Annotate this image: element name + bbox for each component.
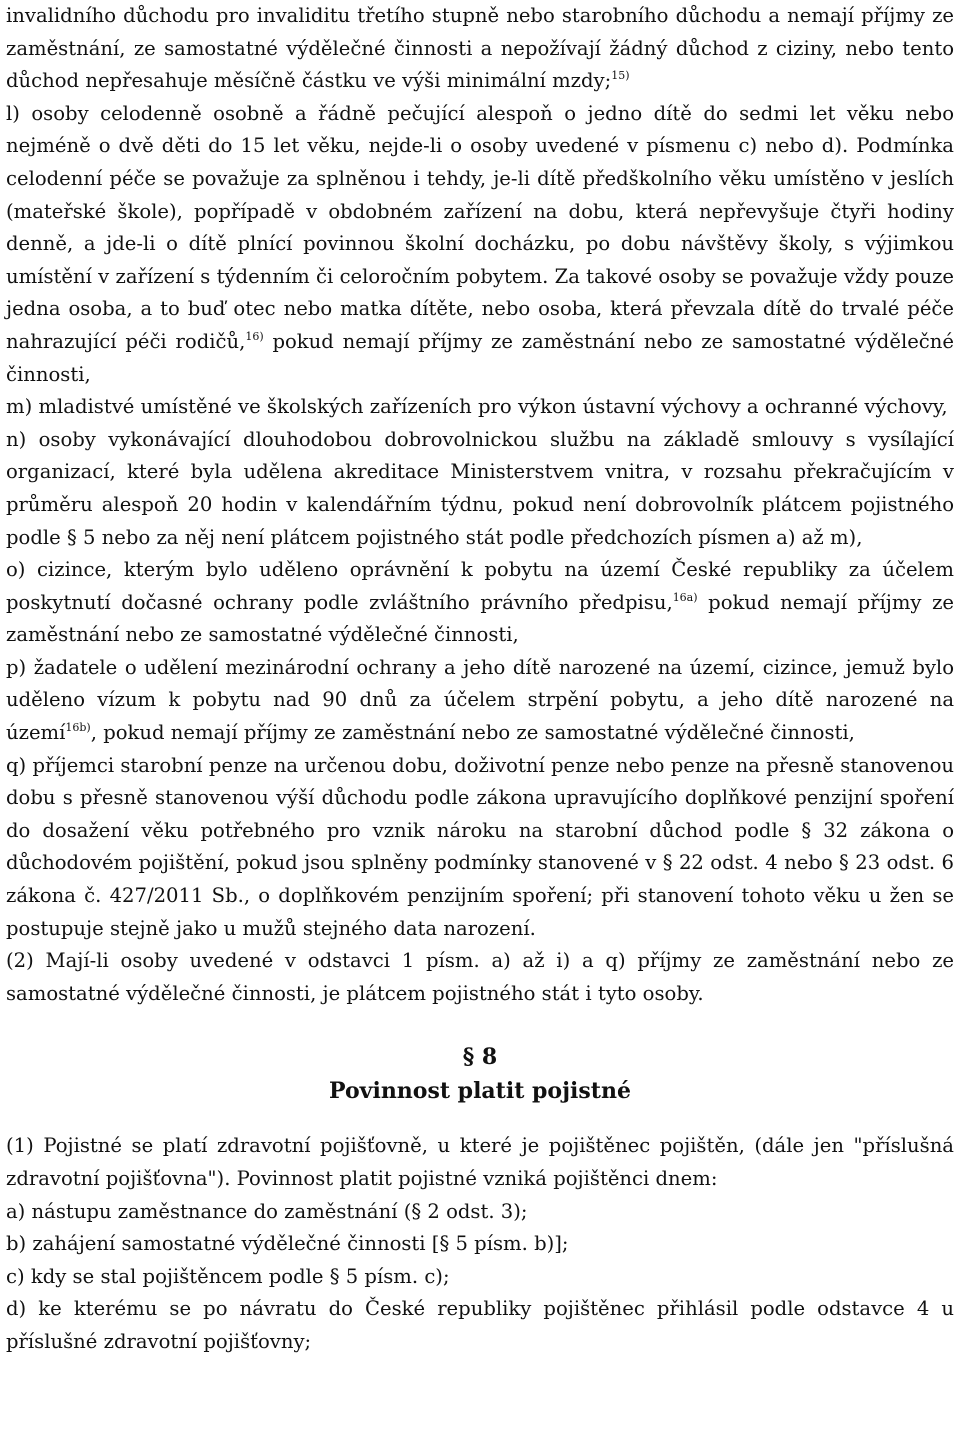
list-item-a: a) nástupu zaměstnance do zaměstnání (§ 2 odst. 3); — [6, 1199, 528, 1223]
top-text-block — [6, 0, 954, 1010]
section-number: § 8 — [462, 1044, 498, 1071]
section-heading — [6, 1040, 954, 1108]
paragraph-1: (1) Pojistné se platí zdravotní pojišťovně, u které je pojištěnec pojištěn, (dále jen "příslušná zdravotní pojišťovna"). Povinnost platit pojistné vzniká pojištěnci dnem: — [6, 1134, 954, 1190]
list-item-c: c) kdy se stal pojištěncem podle § 5 písm. c); — [6, 1264, 450, 1288]
paragraph-k-continuation: invalidního důchodu pro invaliditu třetího stupně nebo starobního důchodu a nemají příjmy ze zaměstnání, ze samostatné výdělečné činnosti a nepožívají žádný důchod z ciziny, nebo tento důchod nepřesahuje měsíčně částku ve výši minimální mzdy;$^{15)}$ — [6, 4, 954, 93]
list-item-d: d) ke kterému se po návratu do České republiky pojištěnec přihlásil podle odstavce 4 u příslušné zdravotní pojišťovny; — [6, 1297, 954, 1353]
paragraph-2: (2) Mají-li osoby uvedené v odstavci 1 písm. a) až i) a q) příjmy ze zaměstnání nebo ze samostatné výdělečné činnosti, je plátcem pojistného stát i tyto osoby. — [6, 949, 954, 1005]
paragraph-o: o) cizince, kterým bylo uděleno oprávnění k pobytu na území České republiky za účelem poskytnutí dočasné ochrany podle zvláštního právního předpisu,$^{16a)}$ pokud nemají příjmy ze zaměstnání nebo ze samostatné výdělečné činnosti, — [6, 558, 954, 647]
paragraph-l: l) osoby celodenně osobně a řádně pečující alespoň o jedno dítě do sedmi let věku nebo nejméně o dvě děti do 15 let věku, nejde-li o osoby uvedené v písmenu c) nebo d). Podmínka celodenní péče se považuje za splněnou i tehdy, je-li dítě předškolního věku umístěno v jeslích (mateřské škole), popřípadě v obdobném zařízení na dobu, která nepřevyšuje čtyři hodiny denně, a jde-li o dítě plnící povinnou školní docházku, po dobu návštěvy školy, s výjimkou umístění v zařízení s týdenním či celoročním pobytem. Za takové osoby se považuje vždy pouze jedna osoba, a to buď otec nebo matka dítěte, nebo osoba, která převzala dítě do trvalé péče nahrazující péči rodičů,$^{16)}$ pokud nemají příjmy ze zaměstnání nebo ze samostatné výdělečné činnosti, — [6, 101, 954, 386]
section-title: Povinnost platit pojistné — [329, 1078, 631, 1105]
list-item-b: b) zahájení samostatné výdělečné činnosti [§ 5 písm. b)]; — [6, 1232, 569, 1256]
paragraph-n: n) osoby vykonávající dlouhodobou dobrovolnickou službu na základě smlouvy s vysílající organizací, které byla udělena akreditace Ministerstvem vnitra, v rozsahu překračujícím v průměru alespoň 20 hodin v kalendářním týdnu, pokud není dobrovolník plátcem pojistného podle § 5 nebo za něj není plátcem pojistného stát podle předchozích písmen a) až m), — [6, 427, 954, 549]
paragraph-m: m) mladistvé umístěné ve školských zařízeních pro výkon ústavní výchovy a ochranné výchovy, — [6, 395, 948, 419]
paragraph-p: p) žadatele o udělení mezinárodní ochrany a jeho dítě narozené na území, cizince, jemuž bylo uděleno vízum k pobytu nad 90 dnů za účelem strpění pobytu, a jeho dítě narozené na území$^{16b)}$, pokud nemají příjmy ze zaměstnání nebo ze samostatné výdělečné činnosti, — [6, 655, 954, 745]
paragraph-q: q) příjemci starobní penze na určenou dobu, doživotní penze nebo penze na přesně stanovenou dobu s přesně stanovenou výší důchodu podle zákona upravujícího doplňkové penzijní spoření do dosažení věku potřebného pro vznik nároku na starobní důchod podle § 32 zákona o důchodovém pojištění, pokud jsou splněny podmínky stanovené v § 22 odst. 4 nebo § 23 odst. 6 zákona č. 427/2011 Sb., o doplňkovém penzijním spoření; při stanovení tohoto věku u žen se postupuje stejně jako u mužů stejného data narození. — [6, 753, 954, 940]
bottom-text-block — [6, 1130, 954, 1358]
